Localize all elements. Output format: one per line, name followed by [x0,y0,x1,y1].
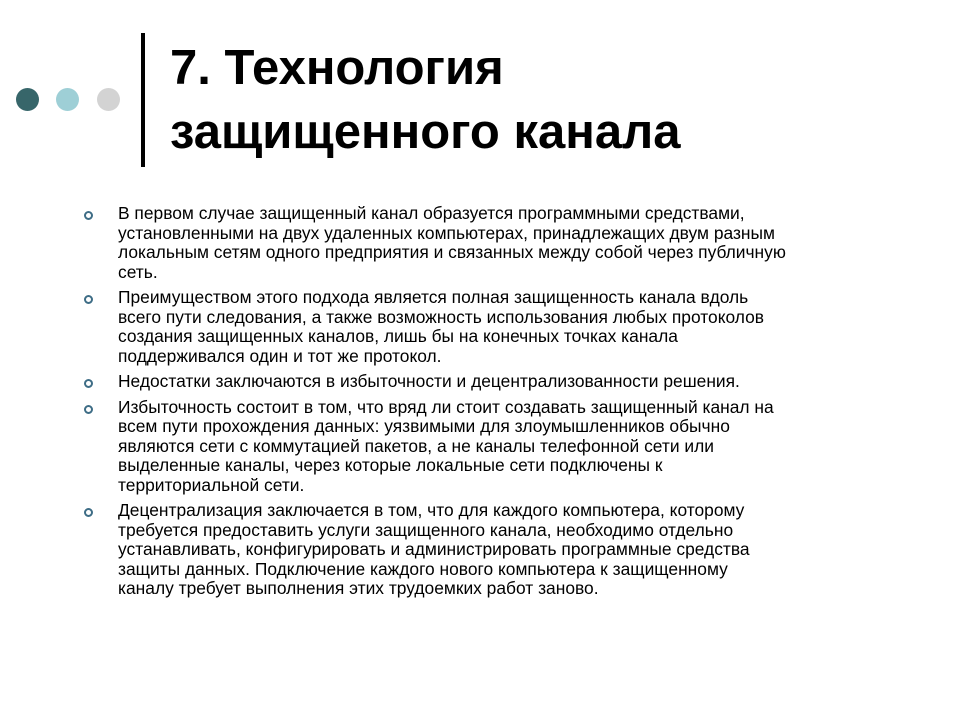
bullet-circle-icon [84,211,93,220]
bullet-line: являются сети с коммутацией пакетов, а не каналы телефонной сети или [118,435,714,456]
bullet-line: выделенные каналы, через которые локальные сети подключены к [118,455,663,475]
bullet-line: поддерживался один и тот же протокол. [118,345,442,366]
title-divider [141,33,145,167]
bullet-item [84,288,904,366]
bullet-circle-icon [84,508,93,517]
bullet-line: Недостатки заключаются в избыточности и децентрализованности решения. [118,371,740,391]
bullet-line: сеть. [118,261,158,282]
dot-dark [16,88,39,111]
bullet-item [84,501,904,599]
bullet-line: территориальной сети. [118,474,305,495]
title-line: защищенного канала [170,105,681,159]
bullet-line: устанавливать, конфигурировать и администрировать программные средства [118,539,750,559]
dot-grey [97,88,120,111]
bullet-item [84,204,904,282]
bullet-line: всего пути следования, а также возможность использования любых протоколов [118,306,765,327]
bullet-circle-icon [84,405,93,414]
bullet-list [84,204,904,605]
bullet-line: В первом случае защищенный канал образуется программными средствами, [118,203,745,223]
bullet-line: Избыточность состоит в том, что вряд ли стоит создавать защищенный канал на [118,396,774,417]
bullet-circle-icon [84,295,93,304]
bullet-line: требуется предоставить услуги защищенного канала, необходимо отдельно [118,519,734,540]
slide-title [170,36,930,164]
bullet-circle-icon [84,379,93,388]
bullet-line: установленными на двух удаленных компьютерах, принадлежащих двум разным [118,222,775,243]
title-line: 7. Технология [170,41,504,95]
bullet-line: Преимуществом этого подхода является полная защищенность канала вдоль [118,287,749,307]
bullet-line: защиты данных. Подключение каждого нового компьютера к защищенному [118,558,728,579]
bullet-line: каналу требует выполнения этих трудоемких работ заново. [118,578,599,598]
bullet-line: всем пути прохождения данных: уязвимыми для злоумышленников обычно [118,416,730,436]
bullet-line: создания защищенных каналов, лишь бы на конечных точках канала [118,326,678,346]
dot-light [56,88,79,111]
bullet-line: локальным сетям одного предприятия и связанных между собой через публичную [118,242,786,262]
bullet-item [84,372,904,392]
bullet-item [84,398,904,496]
bullet-line: Децентрализация заключается в том, что для каждого компьютера, которому [118,500,745,520]
